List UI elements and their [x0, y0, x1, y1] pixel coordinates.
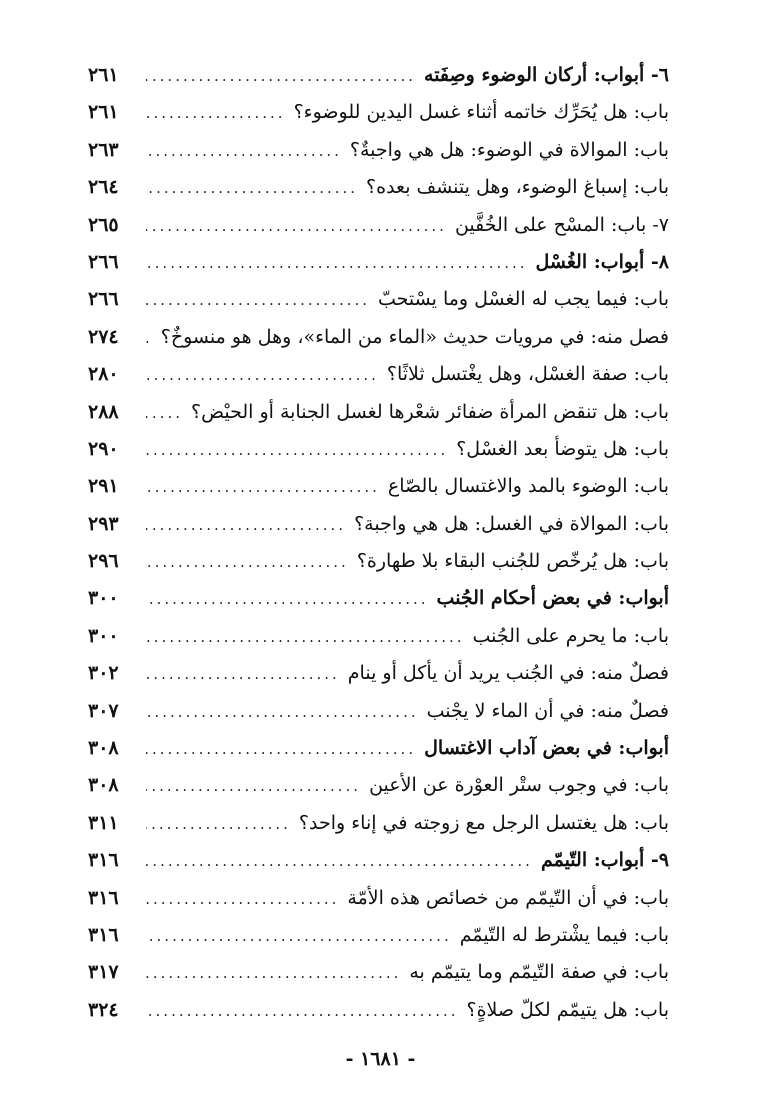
- toc-entry-title: فصلٌ منه: في الجُنب يريد أن يأكل أو ينام: [347, 662, 669, 685]
- toc-section-heading: [88, 587, 669, 624]
- toc-entry-page: ٣٠٠: [88, 624, 119, 647]
- toc-entry-title: باب: هل يُرخّص للجُنب البقاء بلا طهارة؟: [356, 550, 669, 573]
- toc-entry-title: باب: إسباغ الوضوء، وهل يتنشف بعده؟: [366, 176, 669, 199]
- toc-entry-page: ٣٢٤: [88, 998, 119, 1021]
- toc-entry: [88, 774, 669, 811]
- dot-leader: [146, 142, 342, 160]
- dot-leader: [146, 217, 447, 235]
- toc-entry-title: ٨- أبواب: الغُسْل: [535, 250, 669, 273]
- toc-entry-title: أبواب: في بعض آداب الاغتسال: [424, 737, 669, 760]
- toc-entry: [88, 288, 669, 325]
- toc-entry-title: باب: هل يتيمّم لكلّ صلاةٍ؟: [466, 998, 669, 1021]
- toc-entry-page: ٢٨٨: [88, 400, 119, 423]
- toc-entry-title: ٧- باب: المسْح على الخُفَّين: [454, 213, 669, 236]
- dot-leader: [146, 628, 465, 646]
- dot-leader: [146, 291, 370, 309]
- dot-leader: [146, 815, 291, 833]
- toc-entry-title: باب: ما يحرم على الجُنب: [472, 624, 669, 647]
- toc-entry-page: ٢٩٦: [88, 550, 119, 573]
- dot-leader: [146, 703, 419, 721]
- toc-entry: [88, 700, 669, 737]
- toc-entry: [88, 139, 669, 176]
- toc-entry-page: ٣٠٢: [88, 662, 119, 685]
- toc-entry-title: باب: هل يتوضأ بعد الغسْل؟: [456, 437, 669, 460]
- dot-leader: [146, 927, 452, 945]
- toc-entry: [88, 438, 669, 475]
- toc-entry-title: فصل منه: في مرويات حديث «الماء من الماء»، وهل هو منسوخٌ؟: [160, 325, 669, 348]
- toc-section-heading: [88, 251, 669, 288]
- dot-leader: [146, 516, 346, 534]
- page-number: - ١٦٨١ -: [345, 1048, 416, 1070]
- dot-leader: [146, 553, 349, 571]
- toc-entry: [88, 662, 669, 699]
- toc-entry-page: ٣١١: [88, 811, 119, 834]
- toc-entry-page: ٣٠٨: [88, 737, 119, 760]
- toc-entry: [88, 363, 669, 400]
- toc-entry-title: فصلٌ منه: في أن الماء لا يجْنب: [426, 699, 669, 722]
- table-of-contents: [88, 64, 669, 1036]
- dot-leader: [146, 104, 286, 122]
- dot-leader: [146, 665, 340, 683]
- toc-entry-page: ٢٩١: [88, 475, 119, 498]
- toc-entry-title: باب: الموالاة في الوضوء: هل هي واجبةٌ؟: [349, 138, 669, 161]
- dot-leader: [146, 740, 416, 758]
- toc-entry: [88, 550, 669, 587]
- toc-entry-title: باب: الموالاة في الغسل: هل هي واجبة؟: [354, 512, 669, 535]
- toc-entry: [88, 475, 669, 512]
- toc-entry-page: ٢٦٦: [88, 250, 119, 273]
- toc-entry-page: ٣١٦: [88, 886, 119, 909]
- toc-entry-title: باب: في أن التّيمّم من خصائص هذه الأمّة: [347, 886, 669, 909]
- toc-entry-title: باب: هل يُحَرِّك خاتمه أثناء غسل اليدين للوضوء؟: [293, 101, 669, 124]
- toc-entry-page: ٣٠٠: [88, 587, 119, 610]
- toc-entry-title: باب: في صفة التّيمّم وما يتيمّم به: [409, 961, 669, 984]
- dot-leader: [146, 179, 358, 197]
- dot-leader: [146, 852, 533, 870]
- dot-leader: [146, 329, 153, 347]
- toc-entry: [88, 961, 669, 998]
- toc-entry-page: ٢٦٦: [88, 288, 119, 311]
- dot-leader: [146, 964, 401, 982]
- toc-entry-page: ٢٩٠: [88, 437, 119, 460]
- toc-entry: [88, 214, 669, 251]
- toc-entry-page: ٣١٧: [88, 961, 119, 984]
- toc-entry-title: ٦- أبواب: أركان الوضوء وصِفَته: [424, 64, 669, 86]
- toc-entry: [88, 326, 669, 363]
- toc-entry: [88, 999, 669, 1036]
- toc-entry-page: ٢٧٤: [88, 325, 119, 348]
- toc-section-heading: [88, 849, 669, 886]
- toc-entry-page: ٣٠٧: [88, 699, 119, 722]
- dot-leader: [146, 1002, 459, 1020]
- dot-leader: [146, 254, 528, 272]
- toc-entry: [88, 513, 669, 550]
- dot-leader: [146, 777, 361, 795]
- dot-leader: [146, 441, 448, 459]
- dot-leader: [146, 67, 416, 85]
- toc-entry-title: باب: هل يغتسل الرجل مع زوجته في إناء واحد؟: [298, 811, 669, 834]
- toc-section-heading: [88, 737, 669, 774]
- toc-entry-page: ٣٠٨: [88, 774, 119, 797]
- toc-entry-title: أبواب: في بعض أحكام الجُنب: [436, 587, 669, 610]
- toc-entry-page: ٢٦١: [88, 101, 119, 124]
- dot-leader: [146, 478, 380, 496]
- toc-entry: [88, 101, 669, 138]
- toc-entry-title: باب: الوضوء بالمد والاغتسال بالصّاع: [387, 475, 669, 498]
- toc-entry-title: باب: هل تنقض المرأة ضفائر شعْرها لغسل الجنابة أو الحيْض؟: [191, 400, 669, 423]
- toc-entry-page: ٢٦٣: [88, 138, 119, 161]
- toc-entry-title: باب: فيما يشْترط له التّيمّم: [459, 923, 669, 946]
- toc-entry: [88, 401, 669, 438]
- toc-entry-page: ٢٦١: [88, 64, 119, 86]
- toc-entry-title: باب: صفة الغسْل، وهل يغْتسل ثلاثًا؟: [386, 363, 669, 386]
- toc-entry-page: ٢٩٣: [88, 512, 119, 535]
- toc-entry-title: باب: في وجوب ستْر العوْرة عن الأعين: [369, 774, 669, 797]
- toc-entry-title: باب: فيما يجب له الغسْل وما يسْتحبّ: [378, 288, 669, 311]
- toc-entry-page: ٢٨٠: [88, 363, 119, 386]
- dot-leader: [146, 366, 379, 384]
- toc-entry-page: ٢٦٥: [88, 213, 119, 236]
- toc-entry-page: ٣١٦: [88, 923, 119, 946]
- dot-leader: [146, 890, 339, 908]
- toc-section-heading: [88, 64, 669, 101]
- toc-entry-page: ٢٦٤: [88, 176, 119, 199]
- toc-entry: [88, 812, 669, 849]
- toc-entry: [88, 924, 669, 961]
- dot-leader: [146, 404, 183, 422]
- dot-leader: [146, 590, 429, 608]
- toc-entry-page: ٣١٦: [88, 849, 119, 872]
- toc-entry: [88, 887, 669, 924]
- toc-entry: [88, 176, 669, 213]
- toc-entry: [88, 625, 669, 662]
- toc-entry-title: ٩- أبواب: التّيمّم: [540, 849, 669, 872]
